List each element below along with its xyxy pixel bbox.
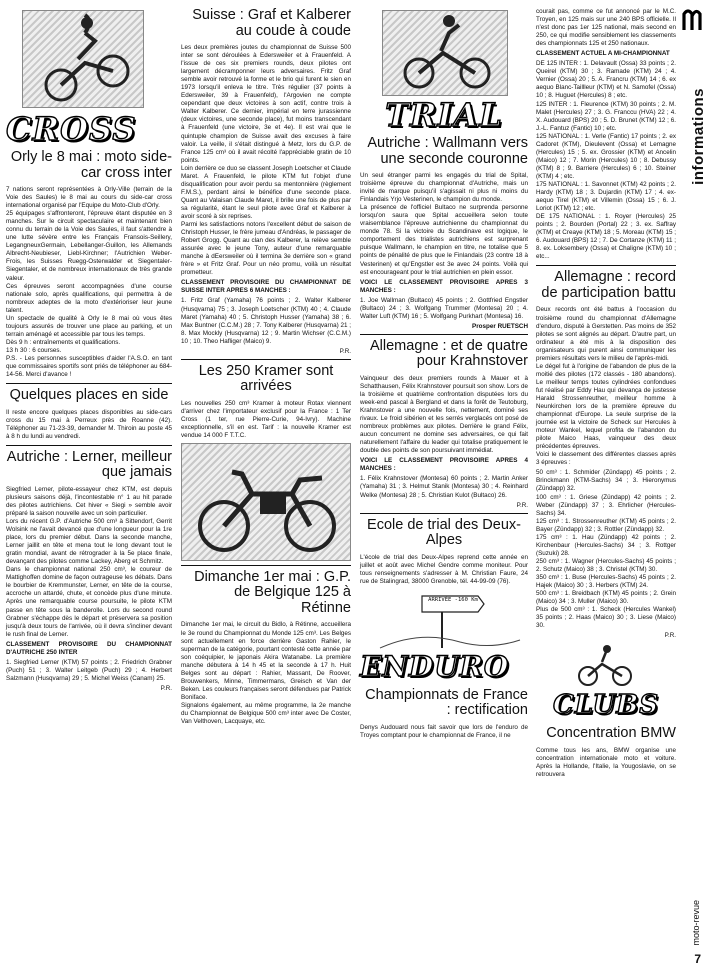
kramer-motorcycle-photo (181, 443, 351, 561)
article-title-orly: Orly le 8 mai : moto side-car cross inter (10, 149, 172, 181)
standings-lerner: 1. Siegfried Lerner (KTM) 57 points ; 2. Friedrich Grabner (Puch) 51 ; 3. Walter Leitgeb (Puch) 29 ; 4. Herbert Salzmann (Husqvarna) 29 ; 5. Michel Weiss (Canam) 25. (6, 658, 172, 682)
signature-allemagne-enduro: P.R. (664, 632, 676, 640)
standings-suisse: 1. Fritz Graf (Yamaha) 76 points ; 2. Walter Kalberer (Husqvarna) 75 ; 3. Joseph Loetscher (KTM) 40 ; 4. Claude Maret (Yamaha) 40 ; 5. Christoph Husser (Yamaha) 38 ; 6. Max Buntner (C.C.M.) 28 ; 7. Tony Kalberer (Husqvarna) 21 ; 8. Max Mockly (Husqvarna) 12 ; 9. Martin Wichser (C.C.M.) 10 ; 10. Theo Hafliger (Maico) 9. (181, 297, 351, 345)
clubs-section-logo: CLUBS (553, 690, 659, 721)
article-body-lerner: Siegfried Lerner, pilote-essayeur chez KTM, est depuis plusieurs saisons déjà, l'incontestable n° 1 au hit parade des pilotes autrichiens. Cet hiver « Siegi » semble avoir préparé la saison nouvelle avec un soin particulier. Lors du récent G.P. d'Autriche 500 cm³ à Sittendorf, Gerrit Wolsink ne l'avait devancé que d'une longueur pour la 1re place, lors du premier début. Dans la seconde manche, Lerner jaillit en tête et mena tout le long devant tout le gratin mondial, avant de rétrograder à la 5e place finale, devançant des pilotes comme Lackey, Aberg et Schmitz. Dans le championnat national 250 cm³, le coureur de Mattighoffen domine de façon outrageuse les débats. Dans le bourbier de Kremmunster, Lerner, en tête de la course, accroche un attardé, chute, et concède plus d'une minute. Après une remarquable course poursuite, le pilote KTM passe en tête sous la banderolle. Lors du second round Grabner s'échappe dès le départ et préservera sa position jusqu'à deux tours de l'arrivée, où il devra s'incliner devant le rush final de Lerner. (6, 485, 172, 638)
article-body-side: Il reste encore quelques places disponibles au side-cars cross du 15 mai à Perreux près de Roanne (42). Téléphoner au 71-23-39, demander M. Thiroin au poste 45 à 8 h du lundi au vendredi. (6, 408, 172, 440)
article-title-trial-autriche: Autriche : Wallmann vers une seconde couronne (367, 135, 528, 167)
standings-trial-autriche: 1. Joe Wallman (Bultaco) 45 points ; 2. Gottfried Engstler (Bultaco) 24 ; 3. Wolfgang Trummer (Montesa) 20 ; 4. Walter Luft (KTM) 16 ; 5. Wolfgang Purkhart (Montesa) 16. (360, 296, 528, 320)
signature-lerner: P.R. (160, 684, 172, 692)
article-title-suisse: Suisse : Graf et Kalberer au coude à coude (192, 7, 351, 39)
arrival-sign-text: ARRIVÉE -160 Km (428, 596, 478, 603)
magazine-logo-icon (682, 6, 704, 34)
divider (6, 383, 172, 384)
article-title-bmw: Concentration BMW (546, 725, 676, 742)
article-body-trial-autriche: Un seul étranger parmi les engagés du trial de Spital, troisième épreuve du championnat d'Autriche, mais un invité de marque puisqu'il s'agissait ni plus ni moins du Finlandais Yrjo Vesterinen, le champion du monde. La présence de l'officiel Bultaco ne surprenda personne lorsqu'on saura que Spital accueillera selon toute vraisemblance l'épreuve autrichienne du championnat du monde 78. Si la victoire du Scandinave est logique, le comportement des trialistes autrichiens est surprenant puisque Wallmann, le champion en titre, ne totalise que 5 points de pénalité de plus que le Finlandais (23 contre 18 à Vesterinen) et qu'Engstler est 3e avec 24 points. Voilà qui est encourageant pour le trial autrichien en plein essor. (360, 172, 528, 276)
article-body-allemagne-trial: Vainqueur des deux premiers rounds à Mauer et à Schatthausen, Félix Krahnstover poursuit son show. Lors de la troisième et quatrième confrontation disputées lors du week-end pascal à Bergland et dans la forêt de Teutoburg, Krahnstover a une nouvelle fois, nettement, dominé ses rivaux. Le froid sibérien et les serrés verglacés ont posé de nombreux problèmes aux pilotes. Derrière le grand Félix, aucun concurrent ne domine ses adversaires, ce qui fait naturellement l'affaire du leader qui totalise pratiquement le double des points de son poursuivant immédiat. (360, 374, 528, 455)
standings-allemagne-enduro: 50 cm³ : 1. Schmider (Zündapp) 45 points ; 2. Brinckmann (KTM-Sachs) 34 ; 3. Hieronymus (Zündapp) 32. 100 cm³ : 1. Griese (Zündapp) 42 points ; 2. Weber (Zündapp) 37 ; 3. Ehrlicher (Hercules-Sachs) 34. 125 cm³ : 1. Strossenreuther (KTM) 45 points ; 2. Bayer (Zündapp) 32 ; 3. Rottler (Zündapp) 32. 175 cm³ : 1. Hau (Zündapp) 42 points ; 2. Kirchenbaur (Hercules-Sachs) 34 ; 3. Rottger (Suzuki) 28. 250 cm³ : 1. Wagner (Hercules-Sachs) 45 points ; 2. Schutz (Maico) 38 ; 3. Christel (KTM) 30. 350 cm³ : 1. Buse (Hercules-Sachs) 45 points ; 2. Hajek (Maico) 30 ; 3. Herbers (KTM) 24. 500 cm³ : 1. Breidbach (KTM) 45 points ; 2. Grein (Maico) 34 ; 3. Muller (Maico) 30. Plus de 500 cm³ : 1. Scheck (Hercules Wankel) 35 points ; 2. Haas (Maico) 30 ; 3. Liese (Maico) 30. (536, 469, 676, 630)
trial-rider-photo (382, 10, 508, 96)
divider (6, 445, 172, 446)
side-strip (679, 0, 709, 971)
article-body-kramer: Les nouvelles 250 cm³ Kramer à moteur Rotax viennent d'arriver chez l'importateur exclusif pour la France : 1 Ter Cross (1 ter, rue Pierre-Curie, 94-Ivry). Machine exceptionnelle, s'il en est. Tarif : la nouvelle Kramer est vendue 14 000 F T.T.C. (181, 399, 351, 439)
standings-title-allemagne-trial: VOICI LE CLASSEMENT PROVISOIRE APRES 4 MANCHES : (360, 457, 528, 473)
article-body-bmw: Comme tous les ans, BMW organise une concentration internationale moto et voiture. Après la Hollande, l'Italie, la Yougoslavie, on se retrouvera (536, 746, 676, 778)
article-title-lerner: Autriche : Lerner, meilleur que jamais (6, 448, 172, 481)
divider (181, 565, 351, 566)
page-number: 7 (694, 952, 701, 966)
article-body-allemagne-enduro: Deux records ont été battus à l'occasion du troisième round du championnat d'Allemagne d'enduro, disputé à Gerstetten. Pas moins de 352 pilotes se sont alignés au départ. D'autre part, un ordinateur a été mis à la disposition des organisateurs qui purent ainsi communiquer les premiers résultats vers le milieu de l'après-midi. Le dégel fut à l'origine de l'abandon de plus de la moitié des pilotes (172 classés - 180 abandons). Le meilleur temps toutes cylindrées confondues fut réalisé par Eddy Hau qui devança de justesse Harald Strossenreuther, meilleur homme à Neunkirchen lors de la première épreuve du championnat d'Europe. La seule surprise de la journée est la victoire de Scheck sur Hercules à moteur Wankel, lequel profita de l'abandon du pilote Maico Haas, vainqueur des deux précédentes épreuves. Voici le classement des différentes classes après 3 épreuves : (536, 306, 676, 467)
cross-section-logo: CROSS (6, 110, 137, 148)
trial-section-logo: TRIAL (385, 96, 503, 134)
column-1 (6, 8, 172, 695)
standings-allemagne-trial: 1. Félix Krahnstover (Montesa) 60 points ; 2. Martin Anker (Yamaha) 31 ; 3. Helmut Stanik (Montesa) 30 ; 4. Reinhard Welke (Montesa) 28 ; 5. Christian Kulot (Bultaco) 26. (360, 475, 528, 499)
article-title-deux-alpes: Ecole de trial des Deux-Alpes (367, 516, 521, 549)
standings-col4: DE 125 INTER : 1. Delavault (Ossa) 33 points ; 2. Queirel (KTM) 30 ; 3. Ramade (KTM) 24 ; 4. Vernier (Ossa) 20 ; 5. A. Francru (KTM) 14 ; 6. ex aequo Blanc-Taillleur (KTM) et N. Samofel (Ossa) 10 ; 8. Huguet (Hercules) 8 ; etc. 125 INTER : 1. Fleurence (KTM) 30 points ; 2. M. Malet (Hercules) 27 ; 3. G. Franccu (HVA) 22 ; 4. X. Audouard (BPS) 20 ; 5. D. Brunet (KTM) 12 ; 6. J.-L. Fantuz (Fantic) 10 ; etc. 125 NATIONAL : 1. Verle (Fantic) 17 points ; 2. ex Cadoret (KTM), Dieulevent (Ossa) et Lemagne (Hercules) 15 ; 5. ex. Grossier (KTM) et Ancelin (Maico) 12 ; 7. Morin (Hercules) 10 ; 8. Debussy (KTM) 8 ; 9. Barriere (Hercules) 6 ; 10. Steiner (KTM) 4 ; etc. 175 NATIONAL : 1. Savonnet (KTM) 42 points ; 2. Hardy (KTM) 18 ; 3. Dujardin (KTM) 17 ; 4. ex-aequo Tirel (KTM) et Villemin (Ossa) 15 ; 6. J. Loriot (KTM) 12 ; etc. DE 175 NATIONAL : 1. Royer (Hercules) 25 points ; 2. Bourden (Portal) 22 ; 3. ex. Saffray (KTM) et Creaye (KTM) 18 ; 5. Moreau (KTM) 15 ; 6. Audouard (BPS) 12 ; 7. De Cortanze (KTM) 11 ; 8. ex. Loksembery (Ossa) et Chaligne (KTM) 10 ; etc... (536, 60, 676, 261)
article-title-belgique: Dimanche 1er mai : G.P. de Belgique 125 à Rétinne (194, 568, 351, 616)
signature-allemagne-trial: P.R. (516, 501, 528, 509)
arrival-sign-drawing (360, 590, 528, 650)
article-title-kramer: Les 250 Kramer sont arrivées (198, 362, 334, 395)
divider (181, 359, 351, 360)
article-body-enduro: Denys Audouard nous fait savoir que lors de l'enduro de Troyes comptant pour le championnat de France, il ne (360, 723, 528, 739)
article-title-enduro: Championnats de France : rectification (365, 686, 528, 719)
standings-title-suisse: CLASSEMENT PROVISOIRE DU CHAMPIONNAT DE SUISSE INTER APRES 6 MANCHES : (181, 279, 351, 295)
column-3 (360, 8, 528, 742)
rider-silhouette-icon (23, 11, 143, 107)
standings-title-lerner: CLASSEMENT PROVISOIRE DU CHAMPIONNAT D'AUTRICHE 250 INTER (6, 640, 172, 656)
standings-title-col4: CLASSEMENT ACTUEL A MI-CHAMPIONNAT (536, 50, 670, 58)
standings-title-trial-autriche: VOICI LE CLASSEMENT PROVISOIRE APRES 3 MANCHES : (360, 278, 528, 294)
signature-suisse: P.R. (339, 347, 351, 355)
magazine-name: moto-revue (691, 900, 701, 946)
article-title-side: Quelques places en side (9, 387, 169, 404)
enduro-section-logo: ENDURO (360, 649, 510, 683)
divider (360, 334, 528, 335)
article-title-allemagne-trial: Allemagne : et de quatre pour Krahnstover (370, 337, 528, 370)
section-title-informations: informations (690, 88, 707, 185)
article-body-belgique: Dimanche 1er mai, le circuit du Bidlo, à Rétinne, accueillera le 3e round du Championnat du Monde 125 cm³. Les Belges sont actuellement en force derrière Gaston Rahier, le superman de la catégorie, pourtant contesté cette année par son coéquipier, le japonais Akira Watanabe. La première manche débutera à 14 h 45 et la seconde à 17 h. Huit Belges sont au départ : Rahier, Massant, De Roover, Brouwenkers, Minne, Timmermans, Greisch et Van der Beken. Les couleurs françaises seront défendues par Patrick Boniface. Signalons également, au même programme, la 2e manche du Championnat de Belgique 500 cm³ inter avec De Coster, Van Velthoven, Lacquaye, etc. (181, 621, 351, 726)
article-body-col4-top: courait pas, comme ce fut annoncé par le M.C. Troyen, en 125 mais sur une 240 BPS officielle. Il n'est donc pas 1er 125 national, mais second en 250, ce qui modifie sensiblement les classements des championnats 125 et 250 nationaux. (536, 8, 676, 48)
rider-sketch-icon (536, 642, 676, 688)
column-4 (536, 8, 676, 781)
column-2 (181, 8, 351, 728)
article-body-orly: 7 nations seront représentées à Orly-Ville (terrain de la Voie des Saules) le 8 mai au cours du side-car cross international organisé par l'Equipe du Moto-Club d'Orly. 25 équipages s'affronteront, l'épreuve étant disputée en 3 manches. Sur le circuit spectaculaire et maintenant bien connu du terrain de la Voie des Saules, il faut s'attendre à une lutte sévère entre les Français Fransois-Seillery, LegangneuxGermain, Lebellanger-Guillon, les Allemands Albrecht-Neubieser, Liebl-Kirchner; l'Autrichien Weber-Frois, les Suisses Ruegg-Osterwalder et Siegentaler-Siegentaler, et de nombreux internationaux de très grande valeur. Ces épreuves seront accompagnées d'une course nationale solo, après qualifications, qui permettra à de nombreux adeptes de la moto d'extérioriser leur jeune talent. Un spectacle de qualité à Orly le 8 mai où vous êtes toujours assurés de trouver une place au parking, et un terrain aménagé et accessible par tous les temps. Dès 9 h : entraînements et qualifications. 13 h 30 : 6 courses. P.S. - Les personnes susceptibles d'aider l'A.S.O. en tant que commissaires sportifs sont priés de téléphoner au 684-14-56. Merci d'avance ! (6, 186, 172, 379)
motorcycle-icon (182, 444, 350, 560)
divider (536, 265, 676, 266)
article-title-allemagne-enduro: Allemagne : record de participation battu (541, 269, 676, 301)
article-body-deux-alpes: L'école de trial des Deux-Alpes reprend cette année en juillet et août avec Michel Gendre comme moniteur. Pour tous renseignements s'adresser à M. Christian Faure, 24 rue de Stalingrad, 38000 Grenoble, tél. 44-99-09 (76). (360, 553, 528, 585)
signature-trial-autriche: Prosper RUETSCH (472, 322, 528, 330)
divider (360, 513, 528, 514)
motocross-rider-photo (22, 10, 144, 108)
trial-rider-silhouette-icon (383, 11, 507, 95)
clubs-drawing (536, 642, 676, 688)
article-body-suisse: Les deux premières joutes du championnat de Suisse 500 inter se sont déroulées à Edersweiler et à Frauenfeld. A l'issue de ces six premiers rounds, deux pilotes ont largement décramponner leurs adversaires. Fritz Graf semble avoir retrouvé la forme et le brio qui furent le sien en 1973 lorsqu'il enleva le titre. Très régulier (37 points à Edersweiler, 39 à Frauenfeld), l'Argovien ne compte cependant que deux victoires à son actif, contre trois à Walter Kalberer. Ce dernier, impérial en terre jurassienne (deux victoires, une seconde place), fut moins transcendant à Frauenfeld (une victoire, 3e et 4e). Il est vrai que le quintuple champion de Suisse avait des excuses à faire valoir. La veille, il s'était distingué à Metz, lors du G.P. de France 125 cm³ où il avait récolté l'appréciable gratin de 10 points. Loin derrière ce duo se classent Joseph Loetscher et Claude Maret. A Frauenfeld, le pilote KTM fut l'objet d'une disqualification pour avoir perdu sa mentonnière (règlement F.M.S.), perdant ainsi le bénéfice d'une seconde place. Quant au Valaisan Claude Maret, il brille une fois de plus par sa régularité, étant le seul pilote avec Graf et Kalberer à avoir scoré à six reprises. Parmi les satisfactions notons l'excellent début de saison de Christoph Husser, le frère jumeau d'Andréas, le passager de Robert Grogg. Quant au clan des Kalberer, la relève semble assurée avec le jeune Tony, auteur d'une remarquable manche à dEersweiler où il termina 3e derrière son « grand frère » et Fritz Graf. Pour un néo promu, voilà un résultat prometteur. (181, 44, 351, 277)
